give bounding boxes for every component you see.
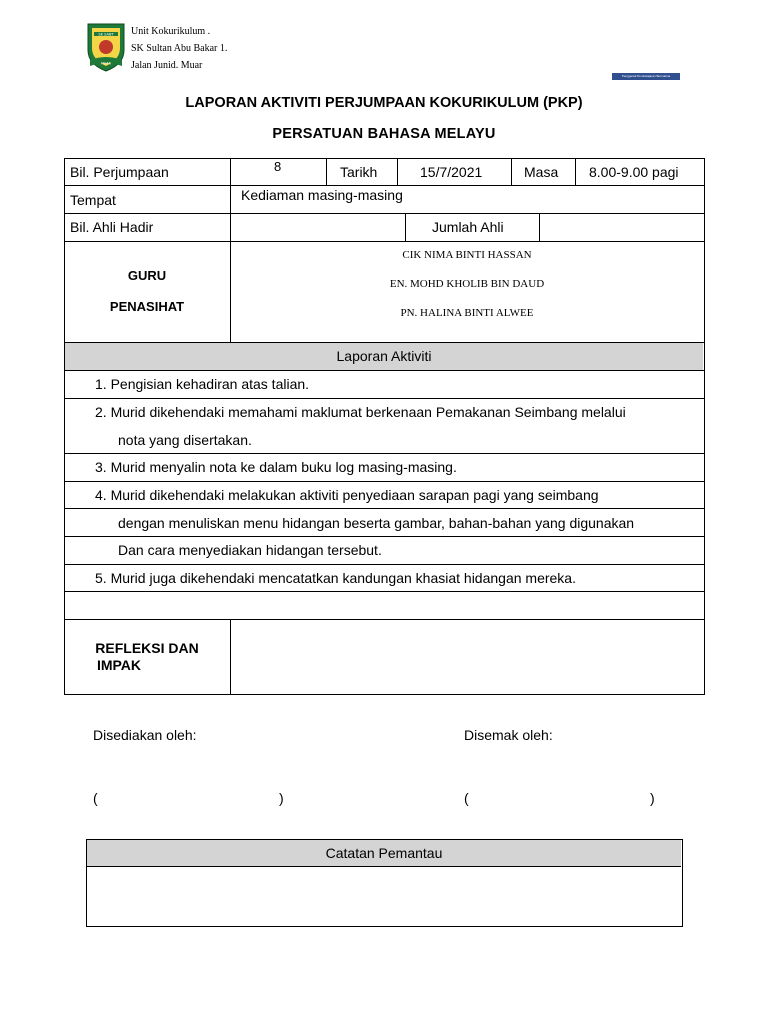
tarikh-label: Tarikh	[340, 164, 378, 180]
prepared-by-label: Disediakan oleh:	[93, 727, 197, 743]
masa-label: Masa	[524, 164, 559, 180]
row-divider	[64, 536, 704, 537]
col-divider	[230, 158, 231, 242]
tempat-value: Kediaman masing-masing	[241, 187, 403, 203]
row-divider	[64, 508, 704, 509]
row-divider	[64, 241, 704, 242]
report-title: LAPORAN AKTIVITI PERJUMPAAN KOKURIKULUM (PKP)	[185, 95, 583, 111]
checked-by-label: Disemak oleh:	[464, 727, 553, 743]
laporan-line: dengan menuliskan menu hidangan beserta gambar, bahan-bahan yang digunakan	[118, 515, 635, 531]
row-divider	[64, 398, 704, 399]
tarikh-value: 15/7/2021	[420, 164, 483, 180]
guru-name: EN. MOHD KHOLIB BIN DAUD	[389, 278, 545, 290]
checked-by-open-paren: (	[464, 790, 469, 806]
laporan-line: 5. Murid juga dikehendaki mencatatkan kandungan khasiat hidangan mereka.	[95, 570, 576, 586]
col-divider	[230, 619, 231, 694]
school-crest-logo	[86, 20, 126, 72]
col-divider	[397, 158, 398, 186]
laporan-line: Dan cara menyediakan hidangan tersebut.	[118, 542, 382, 558]
bil-perjumpaan-label: Bil. Perjumpaan	[70, 164, 169, 180]
jumlah-ahli-label: Jumlah Ahli	[432, 219, 504, 235]
refleksi-label-line2: IMPAK	[96, 657, 142, 673]
school-address-block	[131, 23, 227, 74]
row-divider	[64, 564, 704, 565]
bil-ahli-hadir-label: Bil. Ahli Hadir	[70, 219, 154, 235]
prepared-by-open-paren: (	[93, 790, 98, 806]
laporan-line: nota yang disertakan.	[118, 432, 252, 448]
row-divider	[64, 619, 704, 620]
prepared-by-close-paren: )	[279, 790, 284, 806]
row-divider	[64, 370, 704, 371]
row-divider	[64, 213, 704, 214]
row-divider	[64, 591, 704, 592]
laporan-line: 3. Murid menyalin nota ke dalam buku log masing-masing.	[95, 459, 457, 475]
guru-name: CIK NIMA BINTI HASSAN	[402, 249, 532, 261]
row-divider	[64, 185, 704, 186]
col-divider	[405, 213, 406, 242]
row-divider	[64, 481, 704, 482]
bil-perjumpaan-value: 8	[274, 159, 282, 174]
guru-name: PN. HALINA BINTI ALWEE	[400, 307, 534, 319]
report-table	[64, 158, 705, 695]
laporan-line: 2. Murid dikehendaki memahami maklumat berkenaan Pemakanan Seimbang melalui	[95, 404, 626, 420]
checked-by-close-paren: )	[650, 790, 655, 806]
svg-text:SK SABT: SK SABT	[98, 32, 114, 37]
guru-label-line2: PENASIHAT	[109, 299, 185, 314]
laporan-line: 4. Murid dikehendaki melakukan aktiviti penyediaan sarapan pagi yang seimbang	[95, 487, 599, 503]
svg-text:MUAR: MUAR	[100, 61, 112, 66]
col-divider	[326, 158, 327, 186]
col-divider	[575, 158, 576, 186]
col-divider	[511, 158, 512, 186]
row-divider	[64, 453, 704, 454]
guru-label-line1: GURU	[127, 268, 167, 283]
report-subtitle: PERSATUAN BAHASA MELAYU	[272, 126, 496, 142]
catatan-pemantau-header: Catatan Pemantau	[87, 840, 681, 867]
refleksi-label-line1: REFLEKSI DAN	[95, 640, 199, 656]
school-line-street: Jalan Junid. Muar	[131, 60, 203, 71]
school-line-name: SK Sultan Abu Bakar 1.	[131, 43, 228, 54]
school-line-unit: Unit Kokurikulum .	[131, 26, 211, 37]
laporan-aktiviti-header: Laporan Aktiviti	[65, 343, 703, 370]
laporan-line: 1. Pengisian kehadiran atas talian.	[95, 376, 310, 392]
tempat-label: Tempat	[70, 192, 116, 208]
masa-value: 8.00-9.00 pagi	[589, 164, 679, 180]
slogan-badge: Penggerak Pembelajaran Bermakna	[612, 73, 680, 80]
col-divider	[539, 213, 540, 242]
